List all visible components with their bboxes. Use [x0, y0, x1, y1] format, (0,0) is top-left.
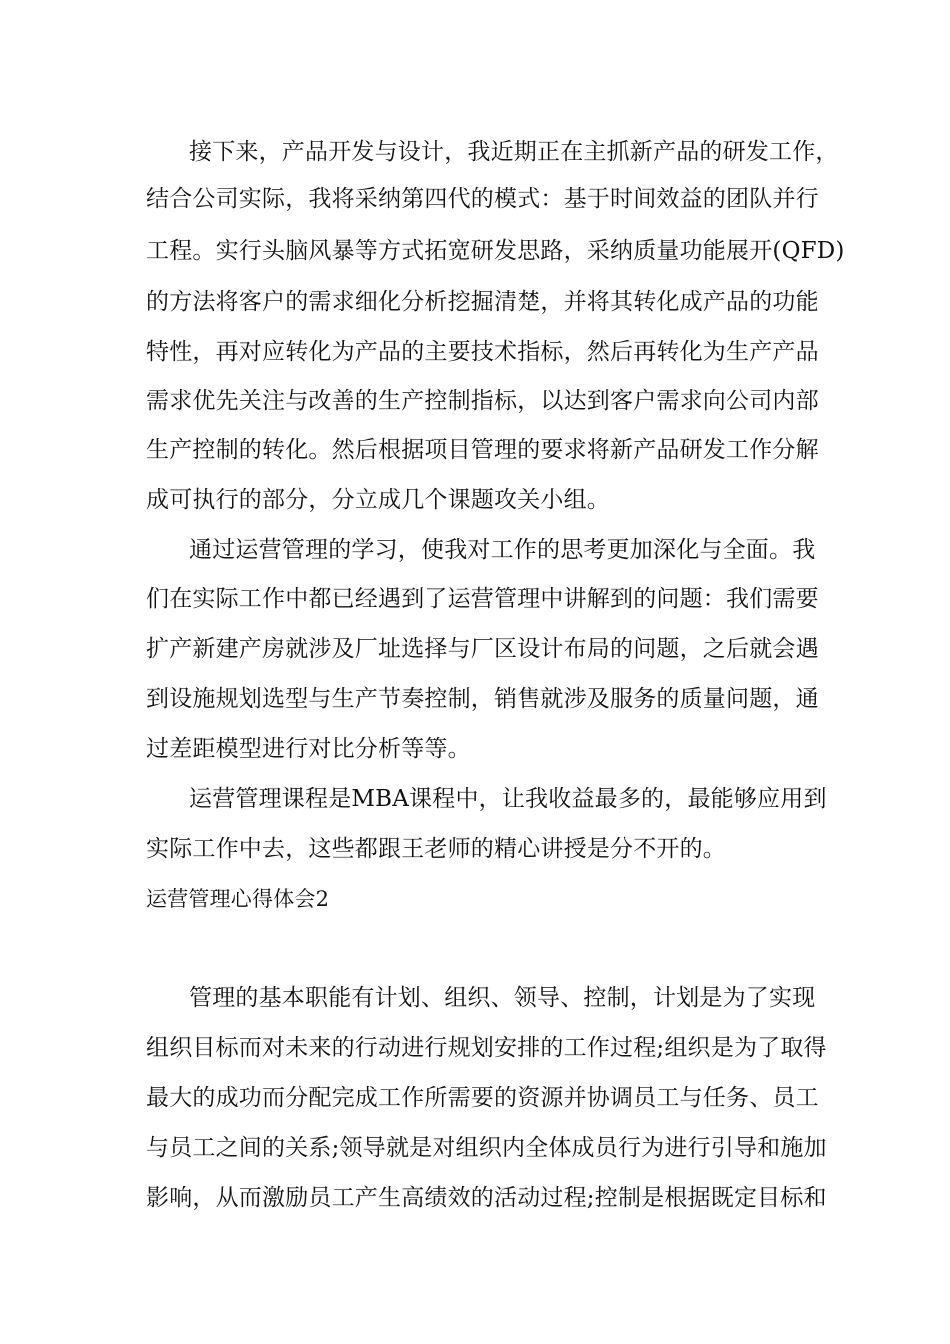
paragraph-1-line-3: 工程。实行头脑风暴等方式拓宽研发思路，采纳质量功能展开(QFD) [146, 238, 845, 264]
paragraph-1-line-6: 需求优先关注与改善的生产控制指标，以达到客户需求向公司内部 [146, 388, 819, 414]
paragraph-1-line-2: 结合公司实际，我将采纳第四代的模式：基于时间效益的团队并行 [146, 186, 819, 212]
paragraph-2-line-3: 扩产新建产房就涉及厂址选择与厂区设计布局的问题，之后就会遇 [146, 636, 819, 662]
paragraph-1-line-7: 生产控制的转化。然后根据项目管理的要求将新产品研发工作分解 [146, 437, 819, 463]
paragraph-4-line-4: 与员工之间的关系;领导就是对组织内全体成员行为进行引导和施加 [146, 1135, 827, 1161]
paragraph-3-line-2: 实际工作中去，这些都跟王老师的精心讲授是分不开的。 [146, 836, 726, 862]
paragraph-4-line-3: 最大的成功而分配完成工作所需要的资源并协调员工与任务、员工 [146, 1085, 819, 1111]
paragraph-4-line-2: 组织目标而对未来的行动进行规划安排的工作过程;组织是为了取得 [146, 1035, 827, 1061]
paragraph-1-line-1: 接下来，产品开发与设计，我近期正在主抓新产品的研发工作， [189, 139, 839, 165]
paragraph-2-line-5: 过差距模型进行对比分析等等。 [146, 736, 471, 762]
paragraph-4-line-5: 影响，从而激励员工产生高绩效的活动过程;控制是根据既定目标和 [146, 1185, 827, 1211]
paragraph-2-line-2: 们在实际工作中都已经遇到了运营管理中讲解到的问题：我们需要 [146, 586, 819, 612]
paragraph-1-line-8: 成可执行的部分，分立成几个课题攻关小组。 [146, 487, 610, 513]
paragraph-1-line-5: 特性，再对应转化为产品的主要技术指标，然后再转化为生产产品 [146, 339, 819, 365]
paragraph-1-line-4: 的方法将客户的需求细化分析挖掘清楚，并将其转化成产品的功能 [146, 289, 819, 315]
paragraph-2-line-1: 通过运营管理的学习，使我对工作的思考更加深化与全面。我 [189, 537, 816, 563]
paragraph-3-line-1: 运营管理课程是MBA课程中，让我收益最多的，最能够应用到 [189, 786, 827, 812]
paragraph-4-line-1: 管理的基本职能有计划、组织、领导、控制，计划是为了实现 [189, 985, 816, 1011]
section-heading: 运营管理心得体会2 [146, 887, 330, 911]
paragraph-2-line-4: 到设施规划选型与生产节奏控制，销售就涉及服务的质量问题，通 [146, 686, 819, 712]
